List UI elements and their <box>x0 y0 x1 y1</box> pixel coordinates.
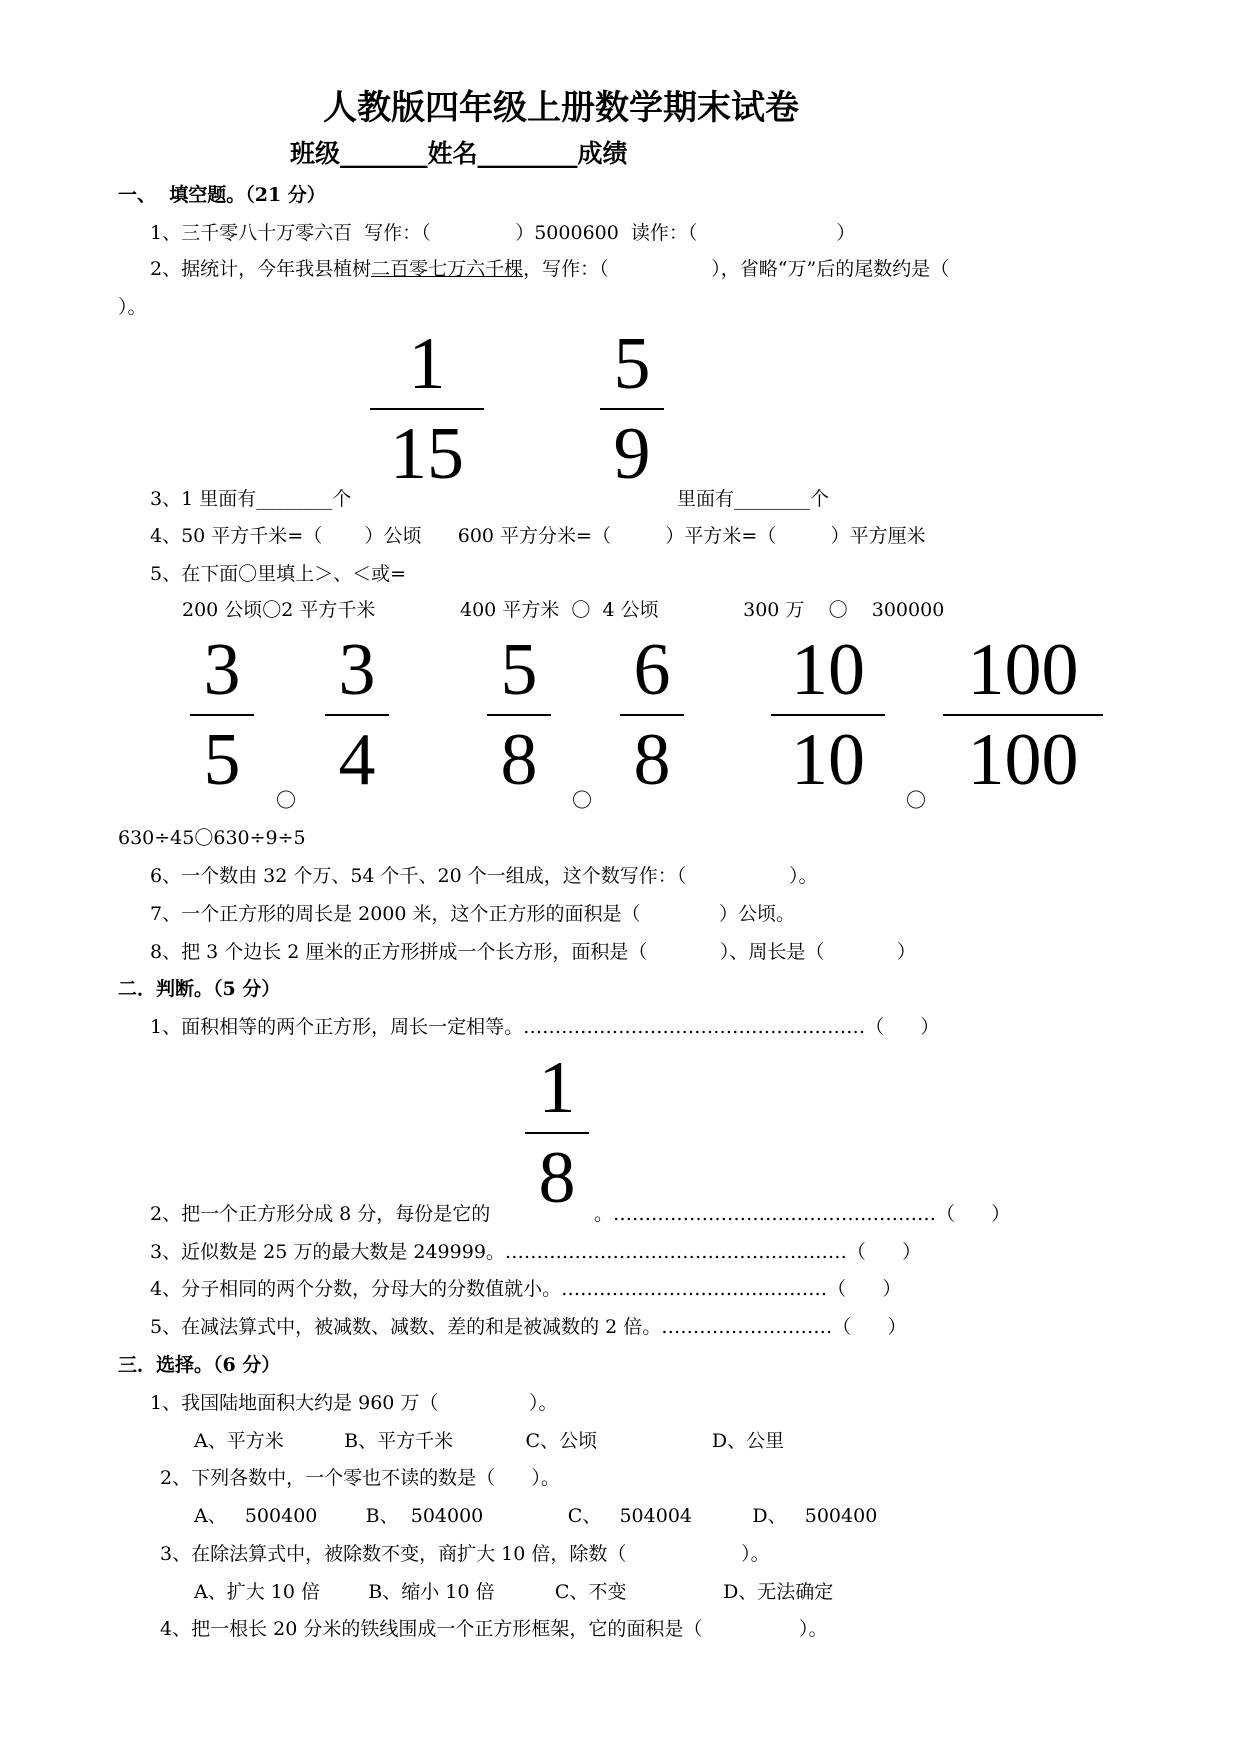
q2-text-a: 2、据统计，今年我县植树 <box>150 258 372 280</box>
s3-question-3: 3、在除法算式中，被除数不变，商扩大 10 倍，除数（ ）。 <box>160 1543 770 1565</box>
fraction-denominator: 15 <box>390 413 464 495</box>
s1-question-3b: 里面有________个 <box>677 488 830 510</box>
fraction-denominator: 8 <box>538 1137 576 1219</box>
student-info-line <box>290 138 628 170</box>
q2-text-b: ，写作：（ ），省略“万”后的尾数约是（ <box>523 258 950 280</box>
s1-q5-row-3: 630÷45〇630÷9÷5 <box>118 827 306 849</box>
s2-question-3: 3、近似数是 25 万的最大数是 249999。………………………………………………（ ） <box>150 1241 922 1263</box>
fraction-100-100 <box>943 628 1103 802</box>
fraction-denominator: 9 <box>613 413 651 495</box>
fraction-bar <box>620 714 684 716</box>
s2-question-5: 5、在减法算式中，被减数、减数、差的和是被减数的 2 倍。………………………（ ） <box>150 1316 907 1338</box>
fraction-3-5 <box>190 628 254 802</box>
s3-question-3-options: A、扩大 10 倍 B、缩小 10 倍 C、不变 D、无法确定 <box>194 1581 834 1603</box>
fraction-bar <box>525 1132 589 1134</box>
fraction-bar <box>370 408 484 410</box>
s1-question-2 <box>150 257 949 281</box>
class-label: 班级 <box>290 139 341 168</box>
fraction-6-8 <box>620 628 684 802</box>
s1-question-2-cont: ）。 <box>118 296 147 318</box>
s2-question-2a: 2、把一个正方形分成 8 分，每份是它的 <box>150 1203 491 1225</box>
fraction-numerator: 10 <box>791 629 865 711</box>
score-label: 成绩 <box>577 139 628 168</box>
s2-question-2b: 。……………………………………………（ ） <box>594 1203 1011 1225</box>
fraction-1-15 <box>370 322 484 496</box>
fraction-denominator: 4 <box>338 719 376 801</box>
fraction-denominator: 100 <box>967 719 1079 801</box>
fraction-10-10 <box>771 628 885 802</box>
s3-question-1-options: A、平方米 B、平方千米 C、公顷 D、公里 <box>194 1430 785 1452</box>
fraction-denominator: 5 <box>203 719 241 801</box>
fraction-numerator: 100 <box>967 629 1079 711</box>
fraction-3-4 <box>325 628 389 802</box>
s1-question-3a: 3、1 里面有________个 <box>150 488 352 510</box>
fraction-1-8 <box>525 1046 589 1220</box>
s1-question-4: 4、50 平方千米=（ ）公顷 600 平方分米=（ ）平方米=（ ）平方厘米 <box>150 525 926 547</box>
fraction-numerator: 3 <box>203 629 241 711</box>
q2-underlined: 二百零七万六千棵 <box>371 258 524 280</box>
s3-question-2-options: A、 500400 B、 504000 C、 504004 D、 500400 <box>194 1505 878 1527</box>
fraction-bar <box>600 408 664 410</box>
s1-question-7: 7、一个正方形的周长是 2000 米，这个正方形的面积是（ ）公顷。 <box>150 903 796 925</box>
s2-question-1: 1、面积相等的两个正方形，周长一定相等。………………………………………………（ ） <box>150 1016 940 1038</box>
section-2-heading: 二．判断。（5 分） <box>118 978 281 1000</box>
fraction-numerator: 3 <box>338 629 376 711</box>
class-blank: _______ <box>340 139 428 168</box>
s3-question-1: 1、我国陆地面积大约是 960 万（ ）。 <box>150 1392 558 1414</box>
fraction-denominator: 8 <box>500 719 538 801</box>
name-label: 姓名 <box>427 139 478 168</box>
fraction-bar <box>487 714 551 716</box>
fraction-numerator: 1 <box>538 1047 576 1129</box>
fraction-numerator: 1 <box>408 323 446 405</box>
fraction-bar <box>943 714 1103 716</box>
fraction-denominator: 10 <box>791 719 865 801</box>
fraction-5-8 <box>487 628 551 802</box>
section-3-heading: 三．选择。（6 分） <box>118 1354 281 1376</box>
fraction-numerator: 6 <box>633 629 671 711</box>
fraction-numerator: 5 <box>500 629 538 711</box>
s1-question-6: 6、一个数由 32 个万、54 个千、20 个一组成，这个数写作：（ ）。 <box>150 865 818 887</box>
s1-question-1: 1、三千零八十万零六百 写作：（ ）5000600 读作：（ ） <box>150 222 856 244</box>
fraction-numerator: 5 <box>613 323 651 405</box>
s1-q5-row-1: 200 公顷〇2 平方千米 400 平方米 〇 4 公顷 300 万 〇 300000 <box>182 599 945 621</box>
s1-question-5: 5、在下面〇里填上＞、＜或= <box>150 563 407 585</box>
fraction-bar <box>325 714 389 716</box>
name-blank: ________ <box>477 139 578 168</box>
compare-circle-2[interactable]: 〇 <box>572 788 592 812</box>
s3-question-4: 4、把一根长 20 分米的铁线围成一个正方形框架，它的面积是（ ）。 <box>160 1618 828 1640</box>
fraction-5-9 <box>600 322 664 496</box>
s2-question-4: 4、分子相同的两个分数，分母大的分数值就小。……………………………………（ ） <box>150 1278 902 1300</box>
compare-circle-1[interactable]: 〇 <box>276 788 296 812</box>
s1-question-8: 8、把 3 个边长 2 厘米的正方形拼成一个长方形，面积是（ ）、周长是（ ） <box>150 941 916 963</box>
compare-circle-3[interactable]: 〇 <box>906 788 926 812</box>
section-1-heading: 一、 填空题。（21 分） <box>118 184 326 206</box>
fraction-bar <box>771 714 885 716</box>
page-title: 人教版四年级上册数学期末试卷 <box>323 88 799 128</box>
fraction-denominator: 8 <box>633 719 671 801</box>
fraction-bar <box>190 714 254 716</box>
s3-question-2: 2、下列各数中，一个零也不读的数是（ ）。 <box>160 1467 560 1489</box>
